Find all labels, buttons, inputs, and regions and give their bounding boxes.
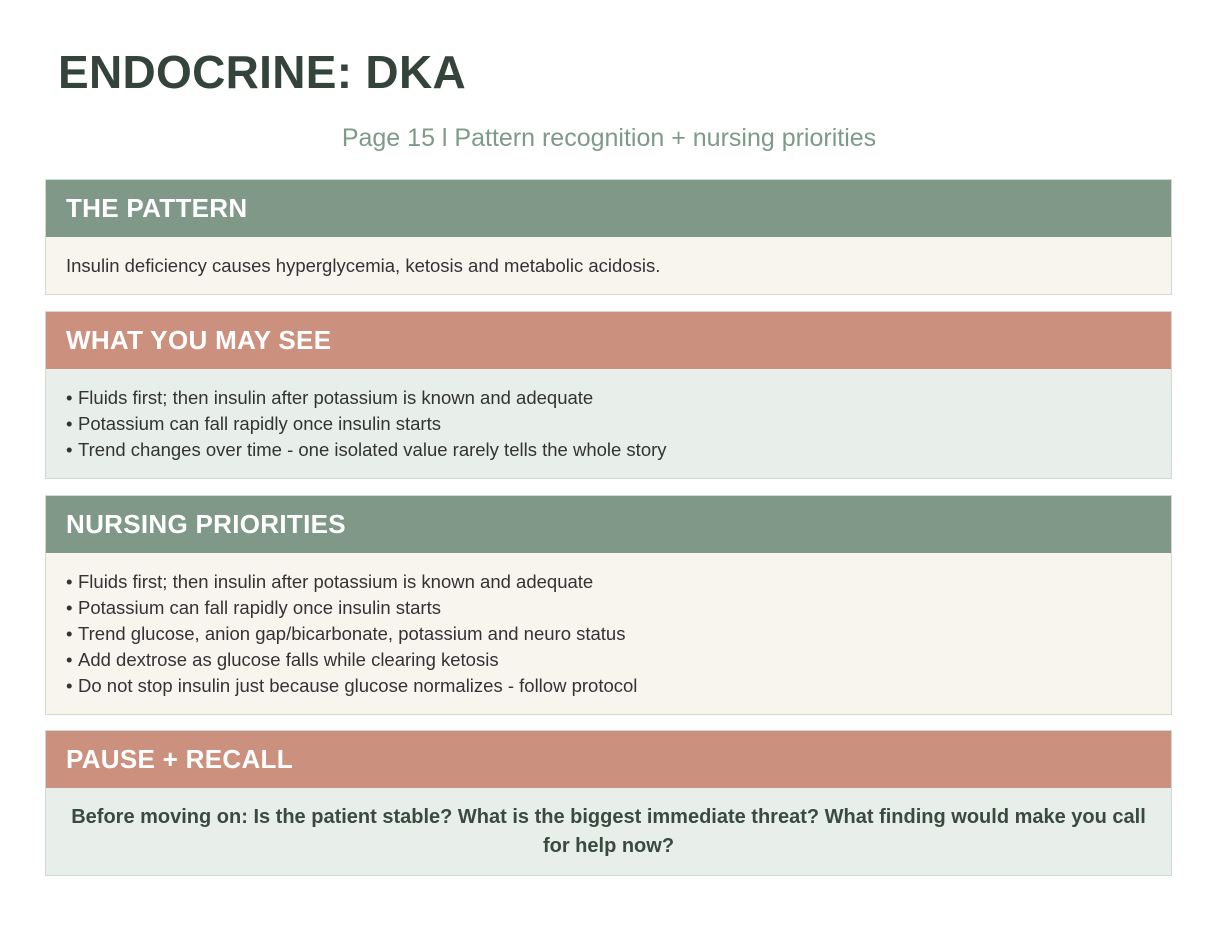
section-body — [46, 788, 1171, 875]
bullet-icon: • — [66, 387, 73, 408]
section-heading: PAUSE + RECALL — [46, 731, 1171, 788]
list-item: • Potassium can fall rapidly once insulin starts — [66, 595, 1151, 621]
section-body — [46, 553, 1171, 714]
section-body — [46, 237, 1171, 294]
bullet-icon: • — [66, 439, 73, 460]
section-the-pattern — [45, 179, 1172, 295]
bullet-icon: • — [66, 413, 73, 434]
list-item: • Do not stop insulin just because glucose normalizes - follow protocol — [66, 673, 1151, 699]
list-item: • Add dextrose as glucose falls while clearing ketosis — [66, 647, 1151, 673]
page-title: ENDOCRINE: DKA — [58, 46, 466, 98]
bullet-list — [66, 569, 1151, 699]
bullet-icon: • — [66, 597, 73, 618]
list-item: • Fluids first; then insulin after potassium is known and adequate — [66, 569, 1151, 595]
section-body — [46, 369, 1171, 478]
page-subtitle: Page 15 l Pattern recognition + nursing priorities — [341, 124, 877, 152]
list-item: • Trend changes over time - one isolated value rarely tells the whole story — [66, 437, 1151, 463]
list-item: • Fluids first; then insulin after potassium is known and adequate — [66, 385, 1151, 411]
bullet-list — [66, 385, 1151, 463]
section-pause-recall — [45, 730, 1172, 876]
bullet-icon: • — [66, 571, 73, 592]
section-what-you-may-see — [45, 311, 1172, 479]
bullet-icon: • — [66, 623, 73, 644]
section-nursing-priorities — [45, 495, 1172, 715]
list-item: • Trend glucose, anion gap/bicarbonate, potassium and neuro status — [66, 621, 1151, 647]
section-heading: THE PATTERN — [46, 180, 1171, 237]
bullet-icon: • — [66, 649, 73, 670]
list-item: • Potassium can fall rapidly once insulin starts — [66, 411, 1151, 437]
section-heading: WHAT YOU MAY SEE — [46, 312, 1171, 369]
section-text: Insulin deficiency causes hyperglycemia, ketosis and metabolic acidosis. — [66, 255, 661, 276]
recall-question: Before moving on: Is the patient stable? What is the biggest immediate threat? What finding would make you call for help now? — [71, 806, 1146, 857]
bullet-icon: • — [66, 675, 73, 696]
section-heading: NURSING PRIORITIES — [46, 496, 1171, 553]
